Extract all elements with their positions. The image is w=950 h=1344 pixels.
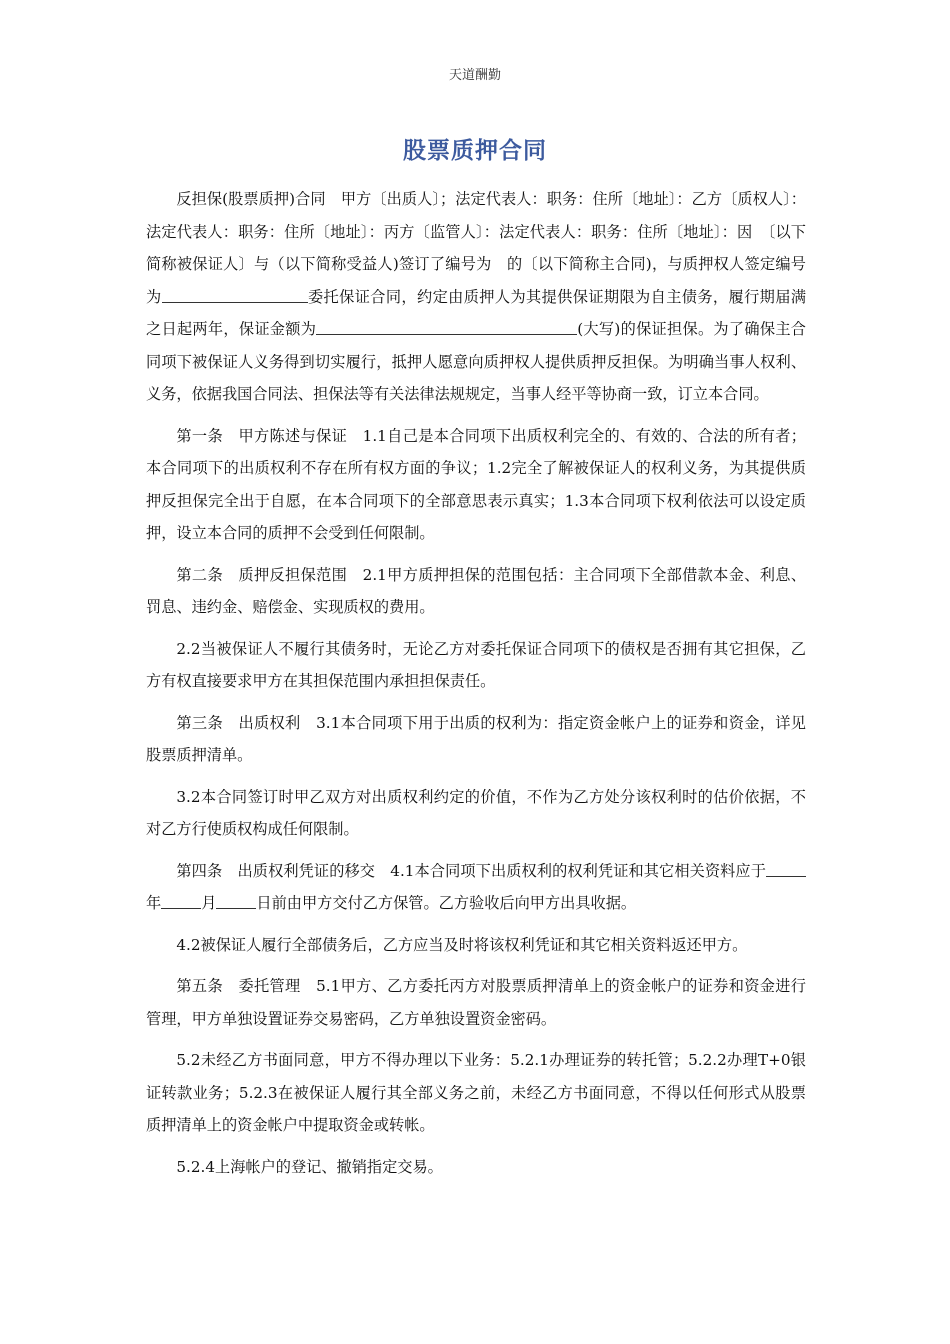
article-5-2-4-paragraph: 5.2.4上海帐户的登记、撤销指定交易。 [176, 1157, 443, 1176]
guarantee-amount-blank-continued [481, 319, 577, 335]
document-title: 股票质押合同 [403, 138, 547, 164]
article-4-text-1: 第四条 出质权利凭证的移交 4.1本合同项下出质权利的权利凭证和其它相关资料应于 [176, 861, 766, 880]
article-5-paragraph: 第五条 委托管理 5.1甲方、乙方委托丙方对股票质押清单上的资金帐户的证券和资金进行管理，甲方单独设置证券交易密码，乙方单独设置资金密码。 [146, 977, 806, 1028]
article-4-paragraph [146, 855, 806, 920]
year-blank [766, 860, 806, 876]
year-label: 年 [146, 894, 162, 912]
intro-text-3: (大写)的保证担保。为了确保主合同项下被保证人义务得到切实履行，抵押人愿意向质押权人提供质押反担保。为明确当事人权利、义务，依据我国合同法、担保法等有关法律法规规定，当事人经平等协商一致，订立本合同。 [146, 320, 806, 403]
intro-text-2: 委托保证合同，约定由质押人为其提供保证期限为自主债务，履行期届满之日起两年，保证金额为 [146, 287, 807, 338]
month-blank [161, 893, 201, 909]
page-header: 天道酬勤 [448, 68, 501, 83]
day-blank [216, 893, 256, 909]
article-3-paragraph: 第三条 出质权利 3.1本合同项下用于出质的权利为：指定资金帐户上的证券和资金，详见股票质押清单。 [146, 713, 806, 764]
intro-text-1: 反担保(股票质押)合同 甲方〔出质人〕；法定代表人：职务：住所〔地址〕：乙方〔质权人〕：法定代表人：职务：住所〔地址〕：丙方〔监管人〕：法定代表人：职务：住所〔地址〕：因 〔以下简称被保证人〕与（以下简称受益人)签订了编号为 的〔以下简称主合同)，与质押权人签定编号为 [146, 190, 806, 306]
guarantee-amount-blank [316, 319, 481, 335]
article-2-paragraph: 第二条 质押反担保范围 2.1甲方质押担保的范围包括：主合同项下全部借款本金、利息、罚息、违约金、赔偿金、实现质权的费用。 [146, 565, 806, 616]
article-1-paragraph: 第一条 甲方陈述与保证 1.1自己是本合同项下出质权利完全的、有效的、合法的所有者；本合同项下的出质权利不存在所有权方面的争议；1.2完全了解被保证人的权利义务，为其提供质押反担保完全出于自愿，在本合同项下的全部意思表示真实；1.3本合同项下权利依法可以设定质押，设立本合同的质押不会受到任何限制。 [146, 426, 806, 542]
contract-number-blank [162, 286, 308, 302]
article-3-2-paragraph: 3.2本合同签订时甲乙双方对出质权利约定的价值，不作为乙方处分该权利时的估价依据，不对乙方行使质权构成任何限制。 [146, 787, 806, 838]
article-4-text-2: 日前由甲方交付乙方保管。乙方验收后向甲方出具收据。 [256, 894, 637, 912]
intro-paragraph [146, 183, 806, 411]
article-5-2-paragraph: 5.2未经乙方书面同意，甲方不得办理以下业务：5.2.1办理证券的转托管；5.2.2办理T+0银证转款业务；5.2.3在被保证人履行其全部义务之前，未经乙方书面同意，不得以任何形式从股票质押清单上的资金帐户中提取资金或转帐。 [146, 1051, 806, 1134]
article-4-2-paragraph: 4.2被保证人履行全部债务后，乙方应当及时将该权利凭证和其它相关资料返还甲方。 [176, 935, 748, 954]
article-2-2-paragraph: 2.2当被保证人不履行其债务时，无论乙方对委托保证合同项下的债权是否拥有其它担保，乙方有权直接要求甲方在其担保范围内承担担保责任。 [146, 639, 806, 690]
month-label: 月 [201, 894, 217, 912]
document-body [146, 183, 806, 1192]
